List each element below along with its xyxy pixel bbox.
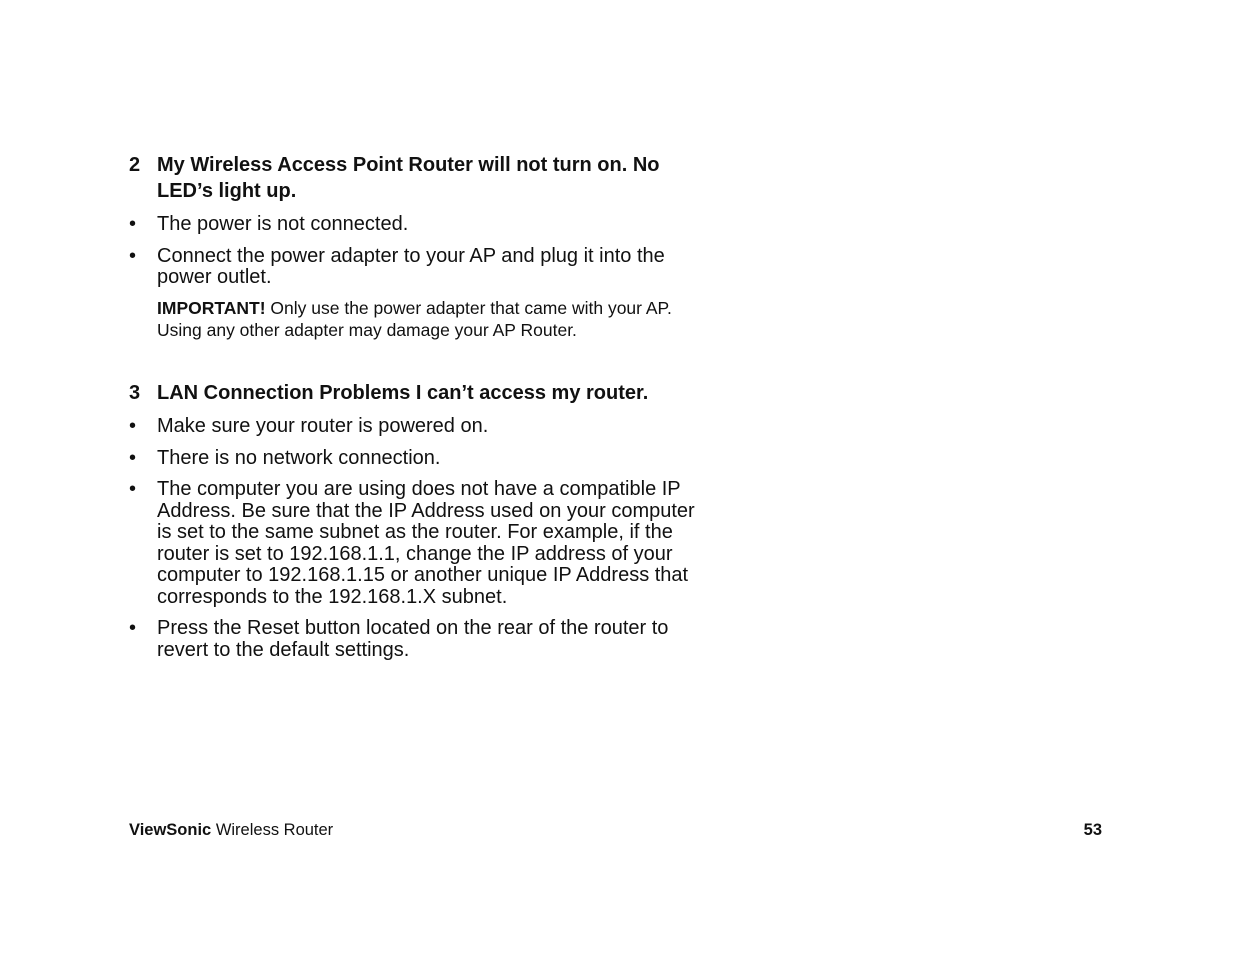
list-item bbox=[129, 448, 709, 470]
list-item bbox=[129, 479, 709, 608]
list-item-text: The power is not connected. bbox=[157, 213, 409, 235]
bullet-icon: • bbox=[129, 415, 137, 437]
section-heading bbox=[129, 380, 709, 406]
bullet-list bbox=[129, 416, 709, 661]
list-item-text: Press the Reset button located on the rear of the router to revert to the default settings. bbox=[157, 617, 669, 661]
bullet-icon: • bbox=[129, 244, 137, 267]
section-heading-text: LAN Connection Problems I can’t access my router. bbox=[157, 382, 649, 404]
list-item-text: There is no network connection. bbox=[157, 446, 441, 469]
page-footer bbox=[129, 819, 1102, 841]
footer-product: Wireless Router bbox=[211, 821, 334, 839]
important-label: IMPORTANT! bbox=[157, 297, 266, 318]
list-item-text: Connect the power adapter to your AP and plug it into the power outlet. bbox=[157, 244, 665, 288]
list-item-text: Make sure your router is powered on. bbox=[157, 415, 489, 437]
list-item bbox=[129, 416, 709, 438]
list-item bbox=[129, 214, 709, 236]
bullet-icon: • bbox=[129, 478, 137, 500]
section-2 bbox=[129, 152, 709, 341]
section-3 bbox=[129, 380, 709, 661]
list-item bbox=[129, 618, 709, 661]
section-heading bbox=[129, 152, 709, 204]
important-text: Only use the power adapter that came with your AP. Using any other adapter may damage your AP Router. bbox=[157, 297, 672, 340]
page-number: 53 bbox=[1083, 821, 1102, 839]
list-item-text: The computer you are using does not have a compatible IP Address. Be sure that the IP Address used on your computer is set to the same subnet as the router. For example, if the router is set to 192.168.1.1, change the IP address of your computer to 192.168.1.15 or another unique IP Address that corresponds to the 192.168.1.X subnet. bbox=[157, 478, 695, 608]
section-number: 3 bbox=[129, 382, 141, 404]
list-item bbox=[129, 246, 709, 289]
bullet-icon: • bbox=[129, 213, 137, 235]
bullet-list bbox=[129, 214, 709, 289]
bullet-icon: • bbox=[129, 617, 137, 639]
section-heading-text: My Wireless Access Point Router will not turn on. No LED’s light up. bbox=[157, 154, 660, 202]
section-number: 2 bbox=[129, 154, 141, 176]
important-note bbox=[129, 297, 709, 341]
footer-brand: ViewSonic bbox=[129, 821, 212, 839]
bullet-icon: • bbox=[129, 446, 137, 469]
